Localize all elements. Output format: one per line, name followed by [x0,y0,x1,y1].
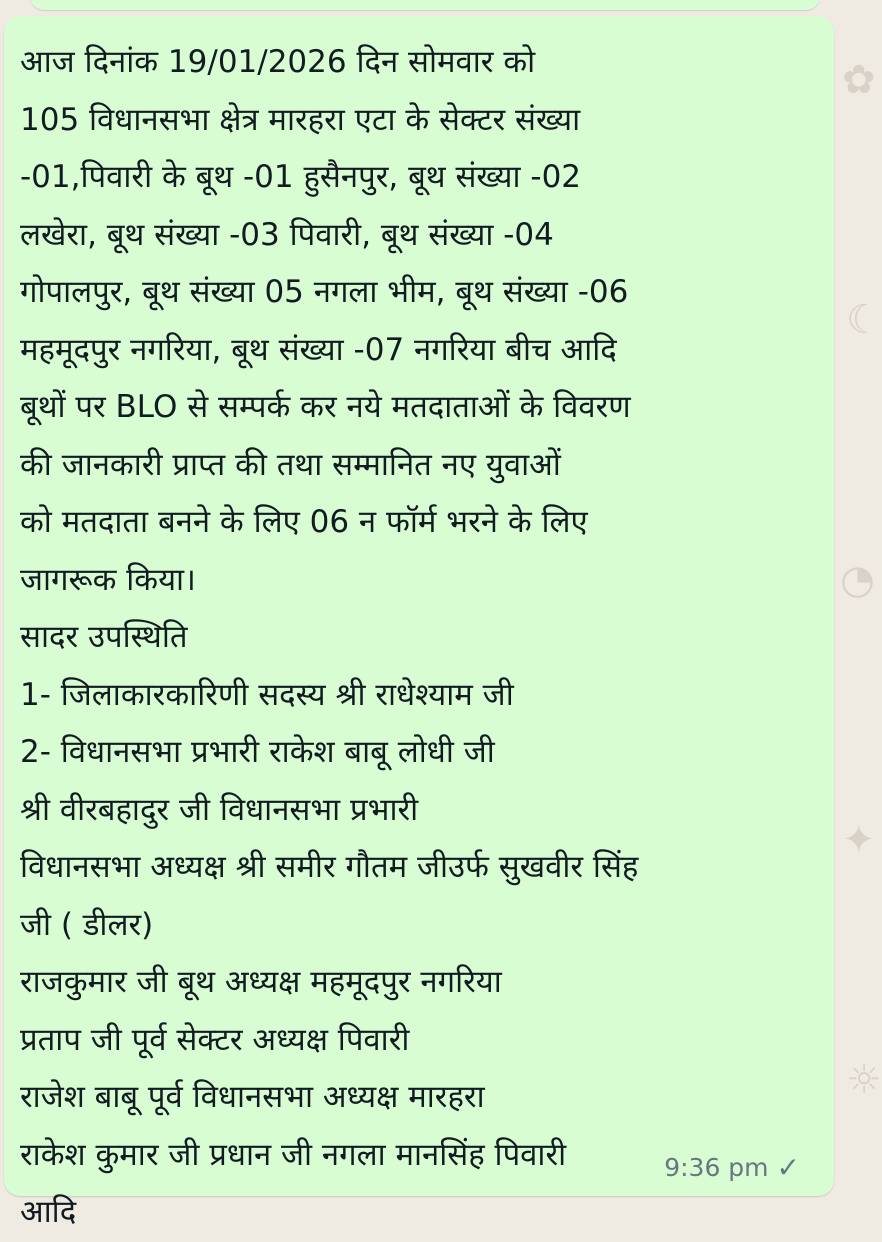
doodle-decoration-icon: ☾ [846,297,882,343]
message-text-line: गोपालपुर, बूथ संख्या 05 नगला भीम, बूथ संख्या -06 [20,274,629,310]
message-text-line: जी ( डीलर) [20,906,154,943]
doodle-decoration-icon: ◔ [840,557,875,603]
message-text-line: 1- जिलाकारकारिणी सदस्य श्री राधेश्याम जी [20,676,514,713]
previous-message-bubble[interactable] [30,0,820,10]
outgoing-message-bubble[interactable] [4,16,834,1230]
message-text-line: राजेश बाबू पूर्व विधानसभा अध्यक्ष मारहरा [20,1079,485,1115]
message-text-line: श्री वीरबहादुर जी विधानसभा प्रभारी [20,791,419,828]
message-meta [664,1151,800,1184]
message-text-line: राजकुमार जी बूथ अध्यक्ष महमूदपुर नगरिया [20,964,502,1000]
message-text-line: जागरूक किया। [20,561,196,598]
message-text-line: 105 विधानसभा क्षेत्र मारहरा एटा के सेक्टर संख्या [20,101,581,138]
message-text-line: प्रताप जी पूर्व सेक्टर अध्यक्ष पिवारी [20,1021,410,1058]
message-text-line: राकेश कुमार जी प्रधान जी नगला मानसिंह पिवारी [20,1136,567,1173]
message-text-line: आदि [20,1194,77,1230]
message-text-line: आज दिनांक 19/01/2026 दिन सोमवार को [20,44,536,80]
doodle-decoration-icon: ☼ [846,1057,882,1103]
message-text-line: 2- विधानसभा प्रभारी राकेश बाबू लोधी जी [20,734,495,770]
message-text-line: विधानसभा अध्यक्ष श्री समीर गौतम जीउर्फ सुखवीर सिंह [20,849,639,885]
message-timestamp: 9:36 pm [664,1153,769,1182]
message-text-line: सादर उपस्थिति [20,619,188,655]
message-text-line: को मतदाता बनने के लिए 06 न फॉर्म भरने के लिए [20,504,588,540]
message-text-line: महमूदपुर नगरिया, बूथ संख्या -07 नगरिया बीच आदि [20,331,617,368]
single-check-sent-icon: ✓ [776,1151,800,1184]
message-text-line: लखेरा, बूथ संख्या -03 पिवारी, बूथ संख्या -04 [20,216,554,253]
message-text-line: की जानकारी प्राप्त की तथा सम्मानित नए युवाओं [20,446,561,483]
message-text-line: -01,पिवारी के बूथ -01 हुसैनपुर, बूथ संख्या -02 [20,159,582,195]
message-text-line: बूथों पर BLO से सम्पर्क कर नये मतदाताओं के विवरण [20,389,631,425]
doodle-decoration-icon: ✦ [842,817,876,863]
doodle-decoration-icon: ✿ [842,57,876,103]
